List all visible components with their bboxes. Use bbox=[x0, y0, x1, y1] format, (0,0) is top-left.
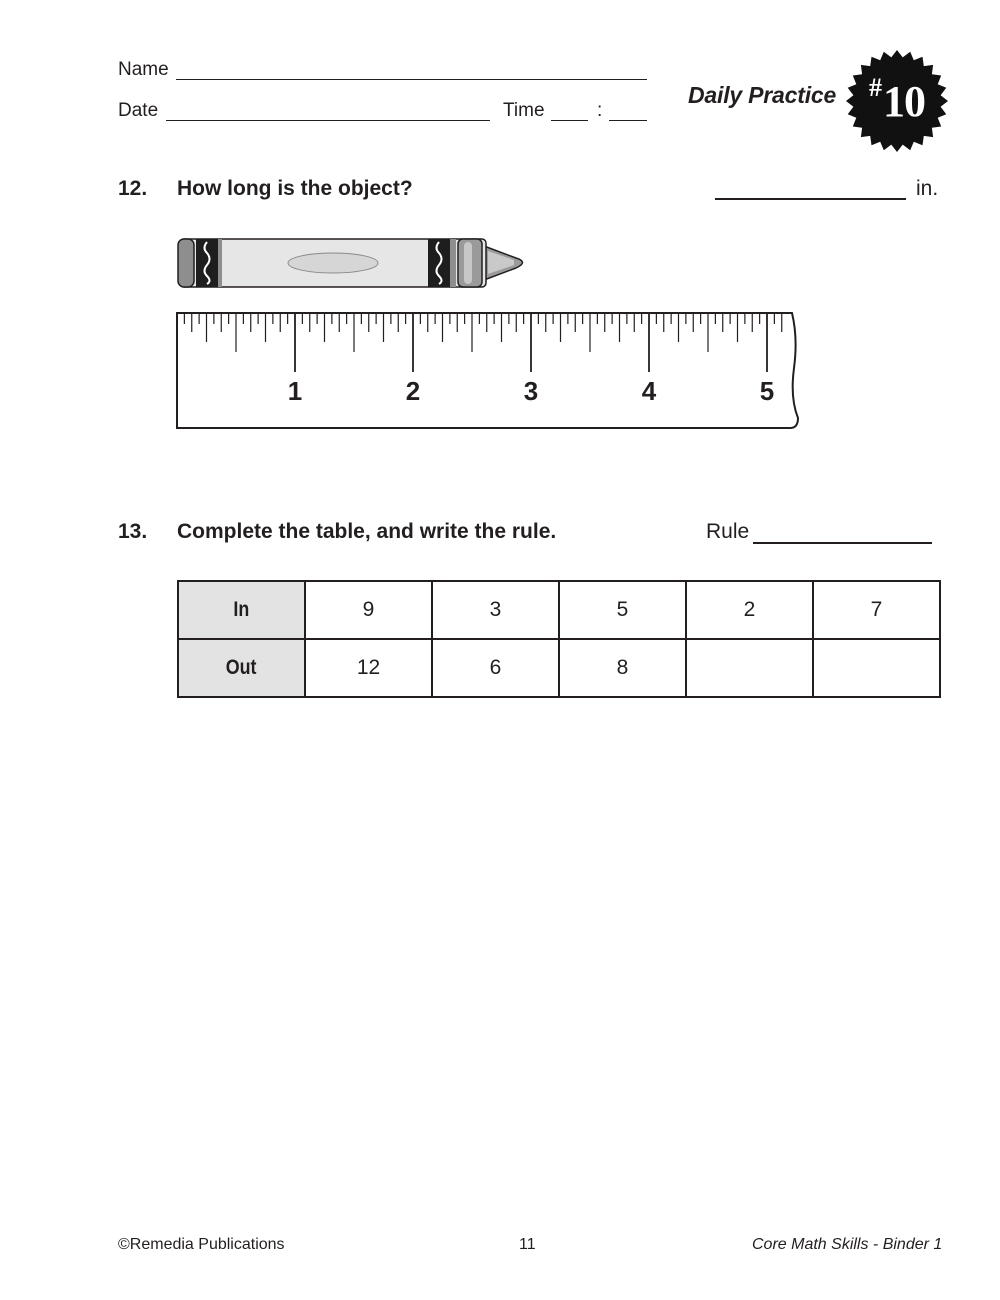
page-title: Daily Practice bbox=[688, 82, 837, 108]
in-out-table bbox=[177, 580, 941, 698]
question-13-number: 13. bbox=[118, 520, 148, 543]
table-row-in bbox=[178, 581, 940, 639]
row-header-out: Out bbox=[178, 639, 305, 697]
ruler-label: 5 bbox=[759, 376, 775, 406]
ruler-label: 2 bbox=[405, 376, 421, 406]
out-cell: 6 bbox=[432, 639, 559, 697]
in-cell: 7 bbox=[813, 581, 940, 639]
time-separator: : bbox=[597, 100, 603, 121]
question-12-number: 12. bbox=[118, 177, 148, 200]
out-cell: 8 bbox=[559, 639, 686, 697]
number-badge bbox=[845, 49, 949, 153]
question-12-text: How long is the object? bbox=[177, 177, 413, 200]
footer-book-title: Core Math Skills - Binder 1 bbox=[752, 1236, 943, 1253]
time-label: Time bbox=[503, 100, 545, 121]
ruler-label: 3 bbox=[523, 376, 539, 406]
ruler-label: 1 bbox=[287, 376, 303, 406]
out-cell-blank[interactable] bbox=[686, 639, 813, 697]
question-13-text: Complete the table, and write the rule. bbox=[177, 520, 557, 543]
in-cell: 2 bbox=[686, 581, 813, 639]
ruler-label: 4 bbox=[641, 376, 657, 406]
footer-publisher: ©Remedia Publications bbox=[118, 1236, 285, 1253]
ruler bbox=[170, 308, 810, 436]
out-cell-blank[interactable] bbox=[813, 639, 940, 697]
answer-12-field[interactable] bbox=[715, 198, 906, 200]
time-minutes-field[interactable] bbox=[609, 120, 647, 121]
name-label: Name bbox=[118, 59, 169, 80]
in-cell: 5 bbox=[559, 581, 686, 639]
footer-page-number: 11 bbox=[519, 1236, 536, 1253]
date-label: Date bbox=[118, 100, 159, 121]
out-cell: 12 bbox=[305, 639, 432, 697]
badge-number: 10 bbox=[883, 76, 925, 126]
name-field[interactable] bbox=[176, 79, 647, 80]
rule-field[interactable] bbox=[753, 542, 932, 544]
answer-12-unit: in. bbox=[916, 177, 939, 200]
time-hours-field[interactable] bbox=[551, 120, 588, 121]
row-header-in: In bbox=[178, 581, 305, 639]
in-cell: 9 bbox=[305, 581, 432, 639]
badge-hash: # bbox=[869, 73, 882, 102]
in-cell: 3 bbox=[432, 581, 559, 639]
rule-label: Rule bbox=[706, 520, 750, 543]
date-field[interactable] bbox=[166, 120, 490, 121]
table-row-out bbox=[178, 639, 940, 697]
crayon-icon bbox=[176, 234, 532, 292]
